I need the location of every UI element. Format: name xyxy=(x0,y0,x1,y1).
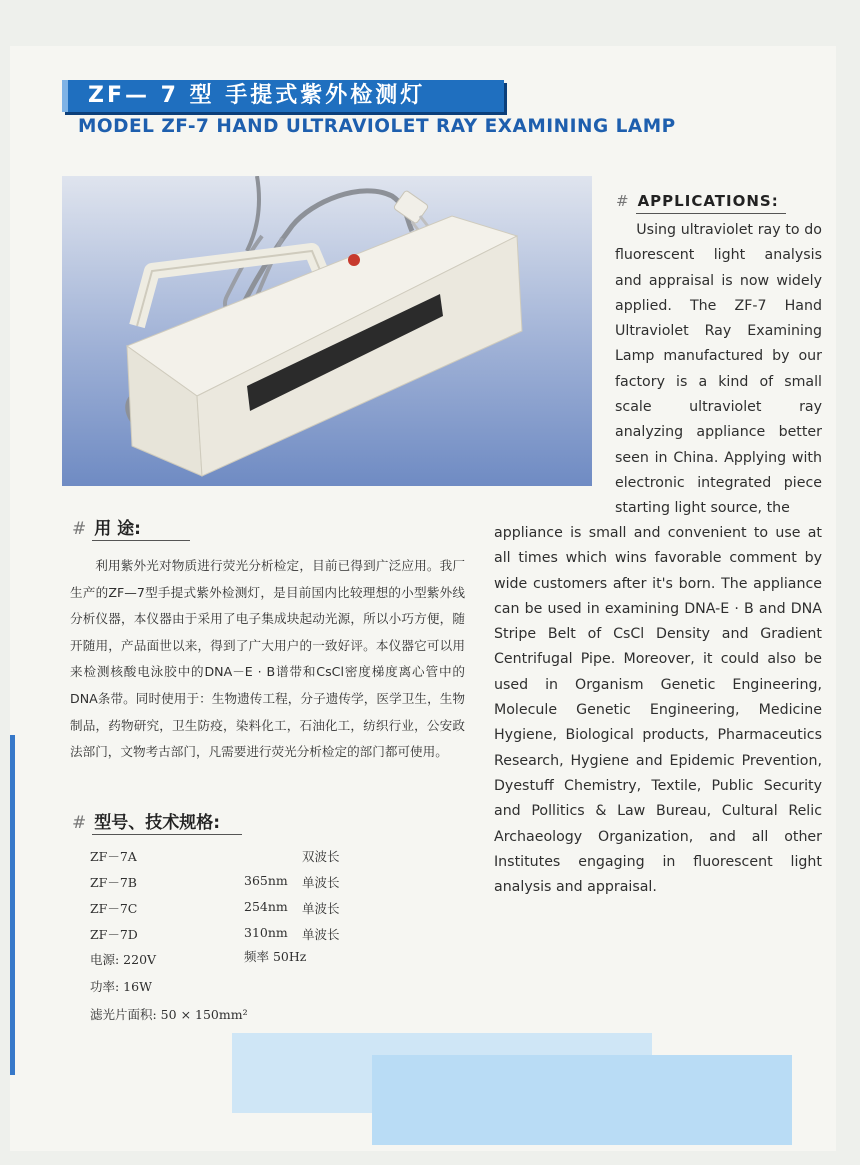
spec-filter-area: 滤光片面积: 50 × 150mm² xyxy=(90,1007,248,1022)
spec-type: 单波长 xyxy=(302,875,340,890)
applications-heading xyxy=(616,192,779,210)
applications-text-wide xyxy=(494,521,822,900)
spec-type: 单波长 xyxy=(302,927,340,942)
heading-underline xyxy=(92,834,242,835)
product-photo xyxy=(62,176,592,486)
specs-heading-label: 型号、技术规格: xyxy=(94,813,221,833)
hash-marker-icon: # xyxy=(72,813,87,833)
applications-paragraph-1: Using ultraviolet ray to do fluorescent light analysis and appraisal is now widely applied. The ZF-7 Hand Ultraviolet Ray Examining Lamp manufactured by our factory is a kind of small scale ultraviolet ray analyzing appliance better seen in China. Applying with electronic integrated piece starting light source, the xyxy=(615,222,822,517)
usage-paragraph: 利用紫外光对物质进行荧光分析检定，目前已得到广泛应用。我厂生产的ZF—7型手提式紫外检测灯，是目前国内比较理想的小型紫外线分析仪器，本仪器由于采用了电子集成块起动光源，所以小巧方便，随开随用，产品面世以来，得到了广大用户的一致好评。本仪器它可以用来检测核酸电泳胶中的DNA－E · B谱带和CsCl密度梯度离心管中的DNA条带。同时使用于：生物遗传工程，分子遗传学，医学卫生，生物制品，药物研究，卫生防疫，染料化工，石油化工，纺织行业，公安政法部门，文物考古部门，凡需要进行荧光分析检定的部门都可使用。 xyxy=(70,558,465,760)
usage-text xyxy=(70,553,465,766)
heading-underline xyxy=(636,213,786,214)
applications-heading-label: APPLICATIONS: xyxy=(637,192,779,210)
spec-model: ZF－7C xyxy=(90,901,138,916)
spec-frequency: 频率 50Hz xyxy=(244,949,307,964)
title-chinese: ZF— 7 型 手提式紫外检测灯 xyxy=(88,83,426,108)
spec-type: 单波长 xyxy=(302,901,340,916)
spec-power-supply: 电源: 220V xyxy=(90,952,157,967)
title-english: MODEL ZF-7 HAND ULTRAVIOLET RAY EXAMINING LAMP xyxy=(78,116,676,137)
heading-underline xyxy=(92,540,190,541)
spec-model: ZF－7B xyxy=(90,875,137,890)
hash-marker-icon: # xyxy=(616,192,630,210)
spec-model: ZF－7A xyxy=(90,849,137,864)
usage-heading xyxy=(72,514,141,539)
left-accent-bar xyxy=(10,735,15,1075)
hash-marker-icon: # xyxy=(72,519,87,539)
usage-heading-label: 用 途: xyxy=(94,519,141,539)
spec-wavelength: 310nm xyxy=(244,925,288,940)
spec-type: 双波长 xyxy=(302,849,340,864)
applications-text-narrow xyxy=(615,218,822,522)
decorative-blue-box xyxy=(372,1055,792,1145)
applications-paragraph-2: appliance is small and convenient to use at all times which wins favorable comment by wide customers after it's born. The appliance can be used in examining DNA-E · B and DNA Stripe Belt of CsCl Density and Gradient Centrifugal Pipe. Moreover, it could also be used in Organism Genetic Engineering, Molecule Genetic Engineering, Medicine Hygiene, Biological products, Pharmaceutics Research, Hygiene and Epidemic Prevention, Dyestuff Chemistry, Textile, Public Security and Pollitics & Law Bureau, Cultural Relic Archaeology Organization, and all other Institutes engaging in fluorescent light analysis and appraisal. xyxy=(494,525,822,896)
specs-heading xyxy=(72,808,220,833)
spec-model: ZF－7D xyxy=(90,927,138,942)
spec-wavelength: 254nm xyxy=(244,899,288,914)
title-banner xyxy=(62,80,504,112)
uv-lamp-illustration xyxy=(62,176,592,486)
spec-wavelength: 365nm xyxy=(244,873,288,888)
spec-power: 功率: 16W xyxy=(90,979,152,994)
